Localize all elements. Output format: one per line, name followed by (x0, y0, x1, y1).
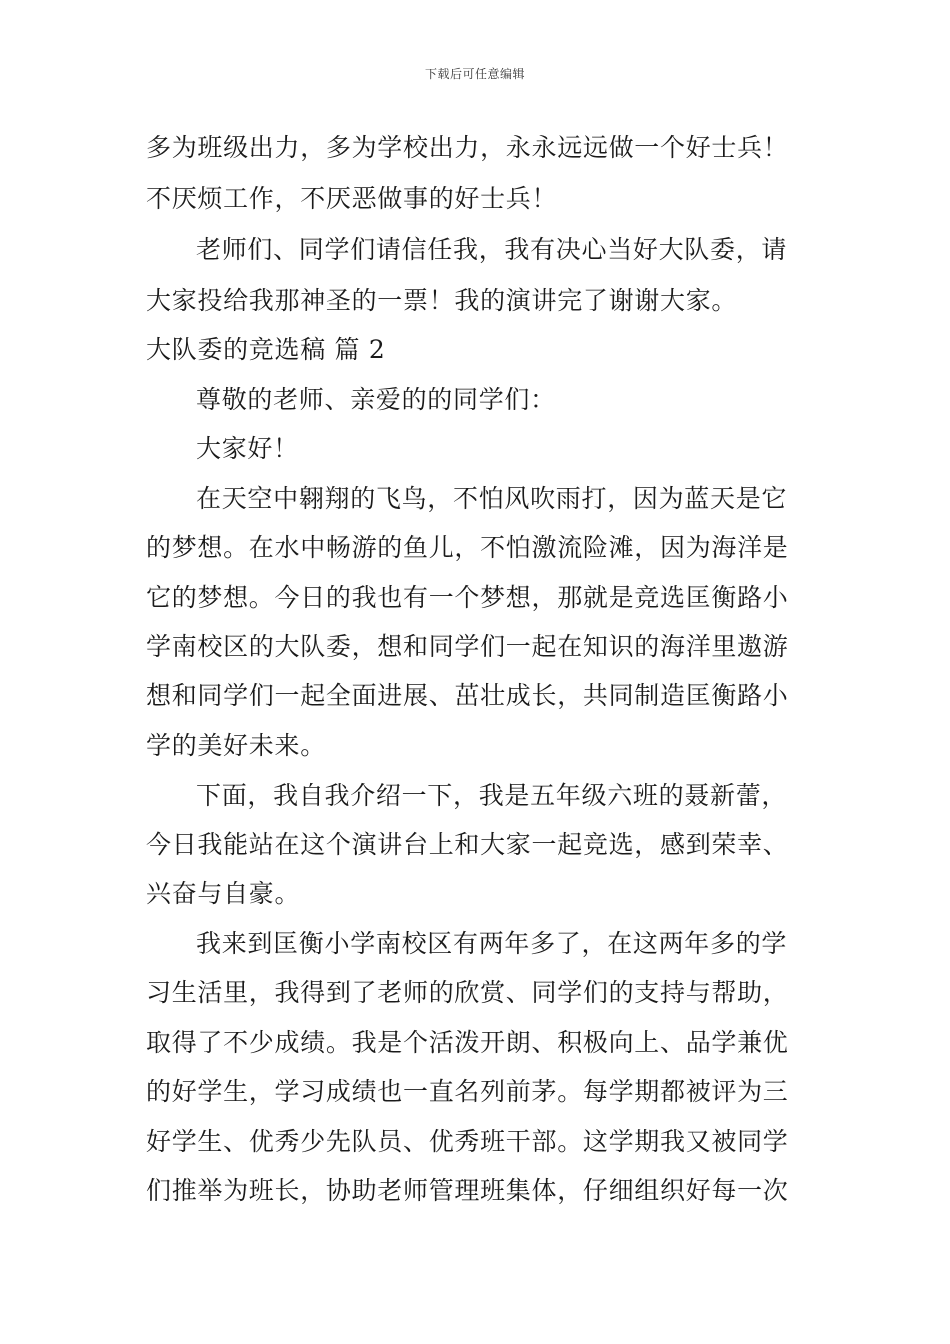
text-line: 习生活里，我得到了老师的欣赏、同学们的支持与帮助， (146, 978, 789, 1007)
text-line: 它的梦想。今日的我也有一个梦想，那就是竞选匡衡路小 (146, 583, 789, 612)
text-line: 学的美好未来。 (146, 731, 326, 760)
text-line: 们推举为班长，协助老师管理班集体，仔细组织好每一次 (146, 1176, 789, 1205)
greeting: 大家好！ (196, 434, 299, 463)
text-line: 兴奋与自豪。 (146, 879, 301, 908)
section-heading: 大队委的竞选稿 篇 2 (146, 335, 386, 364)
text-line: 取得了不少成绩。我是个活泼开朗、积极向上、品学兼优 (146, 1028, 789, 1057)
text-line: 今日我能站在这个演讲台上和大家一起竞选，感到荣幸、 (146, 830, 789, 859)
text-line: 大家投给我那神圣的一票！我的演讲完了谢谢大家。 (146, 286, 738, 315)
salutation: 尊敬的老师、亲爱的的同学们： (196, 385, 556, 414)
text-line: 我来到匡衡小学南校区有两年多了，在这两年多的学 (196, 929, 788, 958)
text-line: 下面，我自我介绍一下，我是五年级六班的聂新蕾， (196, 781, 788, 810)
text-line: 学南校区的大队委，想和同学们一起在知识的海洋里遨游 (146, 632, 789, 661)
text-line: 在天空中翱翔的飞鸟，不怕风吹雨打，因为蓝天是它 (196, 484, 788, 513)
text-line: 老师们、同学们请信任我，我有决心当好大队委，请 (196, 235, 788, 264)
text-line: 多为班级出力，多为学校出力，永永远远做一个好士兵！ (146, 133, 789, 162)
download-note: 下载后可任意编辑 (424, 67, 525, 81)
text-line: 的梦想。在水中畅游的鱼儿，不怕激流险滩，因为海洋是 (146, 533, 789, 562)
text-line: 不厌烦工作，不厌恶做事的好士兵！ (146, 184, 558, 213)
text-line: 想和同学们一起全面进展、茁壮成长，共同制造匡衡路小 (146, 681, 789, 710)
text-line: 的好学生，学习成绩也一直名列前茅。每学期都被评为三 (146, 1077, 789, 1106)
text-line: 好学生、优秀少先队员、优秀班干部。这学期我又被同学 (146, 1127, 789, 1156)
